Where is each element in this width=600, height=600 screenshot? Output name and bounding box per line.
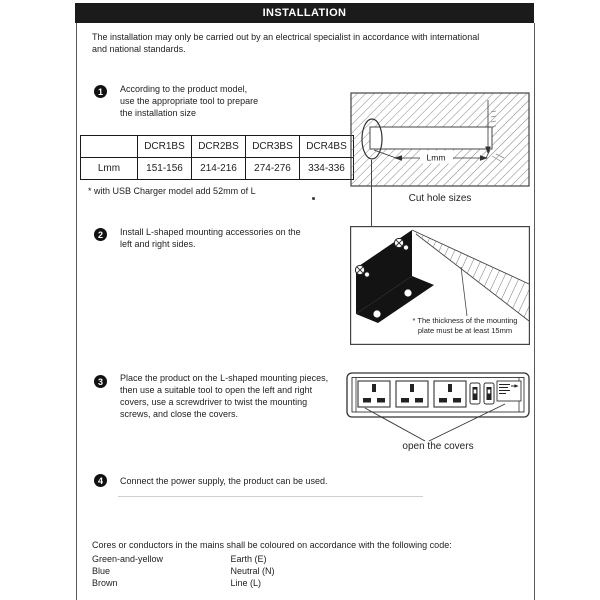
mains-heading: Cores or conductors in the mains shall be coloured on accordance with the following code: <box>92 540 452 550</box>
spec-label <box>497 381 521 401</box>
page-title: INSTALLATION <box>262 7 347 19</box>
uk-socket <box>396 381 428 407</box>
core-code: Earth (E) <box>230 554 267 564</box>
cut-hole-caption: Cut hole sizes <box>408 193 472 204</box>
power-unit-drawing <box>345 371 531 443</box>
cutout-slot <box>370 127 492 149</box>
value-cell: 214-216 <box>192 158 246 180</box>
bracket-hole <box>373 310 380 317</box>
mains-row <box>92 553 522 565</box>
core-colour: Blue <box>92 566 111 576</box>
core-colour: Green-and-yellow <box>92 554 164 564</box>
mounting-bracket-diagram <box>350 226 530 345</box>
core-code: Neutral (N) <box>230 566 275 576</box>
core-code: Line (L) <box>230 578 262 588</box>
header-cell: DCR1BS <box>138 136 192 158</box>
header-cell: DCR4BS <box>300 136 354 158</box>
usb-charger-note: * with USB Charger model add 52mm of L <box>88 186 256 196</box>
product-diagram <box>345 371 531 452</box>
open-covers-caption: open the covers <box>402 441 474 452</box>
header-cell: DCR3BS <box>246 136 300 158</box>
uk-socket <box>358 381 390 407</box>
title-bar <box>75 3 534 23</box>
step-1-number: 1 <box>94 85 107 98</box>
mains-colour-code <box>92 539 522 589</box>
stray-dot <box>312 197 315 200</box>
bracket-hole <box>404 289 411 296</box>
value-cell: 274-276 <box>246 158 300 180</box>
value-cell: 334-336 <box>300 158 354 180</box>
intro-line: and national standards. <box>92 44 186 54</box>
core-colour: Brown <box>92 578 118 588</box>
step-2-number: 2 <box>94 228 107 241</box>
step-3-number: 3 <box>94 375 107 388</box>
step-2-text: Install L-shaped mounting accessories on the left and right sides. <box>120 227 301 249</box>
value-cell: 151-156 <box>138 158 192 180</box>
header-cell: DCR2BS <box>192 136 246 158</box>
intro-text <box>92 31 512 55</box>
row-label-cell: Lmm <box>81 158 138 180</box>
mains-row <box>92 577 522 589</box>
step-1-text: According to the product model, use the appropriate tool to prepare the installation size <box>120 84 259 118</box>
uk-socket <box>434 381 466 407</box>
step-4-text: Connect the power supply, the product can be used. <box>120 476 328 486</box>
cut-hole-diagram <box>350 92 530 204</box>
intro-line: The installation may only be carried out by an electrical specialist in accordance with international <box>92 32 480 42</box>
size-table <box>80 135 354 180</box>
header-cell <box>81 136 138 158</box>
size-table-data-row <box>81 158 354 180</box>
section-divider <box>118 496 423 497</box>
cut-hole-drawing <box>350 92 530 188</box>
mains-row <box>92 565 522 577</box>
plate-thickness-note: * The thickness of the mounting plate must be at least 15mm <box>412 316 518 335</box>
size-table-header-row <box>81 136 354 158</box>
step-3-text: Place the product on the L-shaped mounting pieces, then use a suitable tool to open the left and right covers, use a screwdriver to twist the mounting screws, and close the covers. <box>120 373 329 419</box>
step-4-number: 4 <box>94 474 107 487</box>
dimension-label: Lmm <box>426 152 446 163</box>
